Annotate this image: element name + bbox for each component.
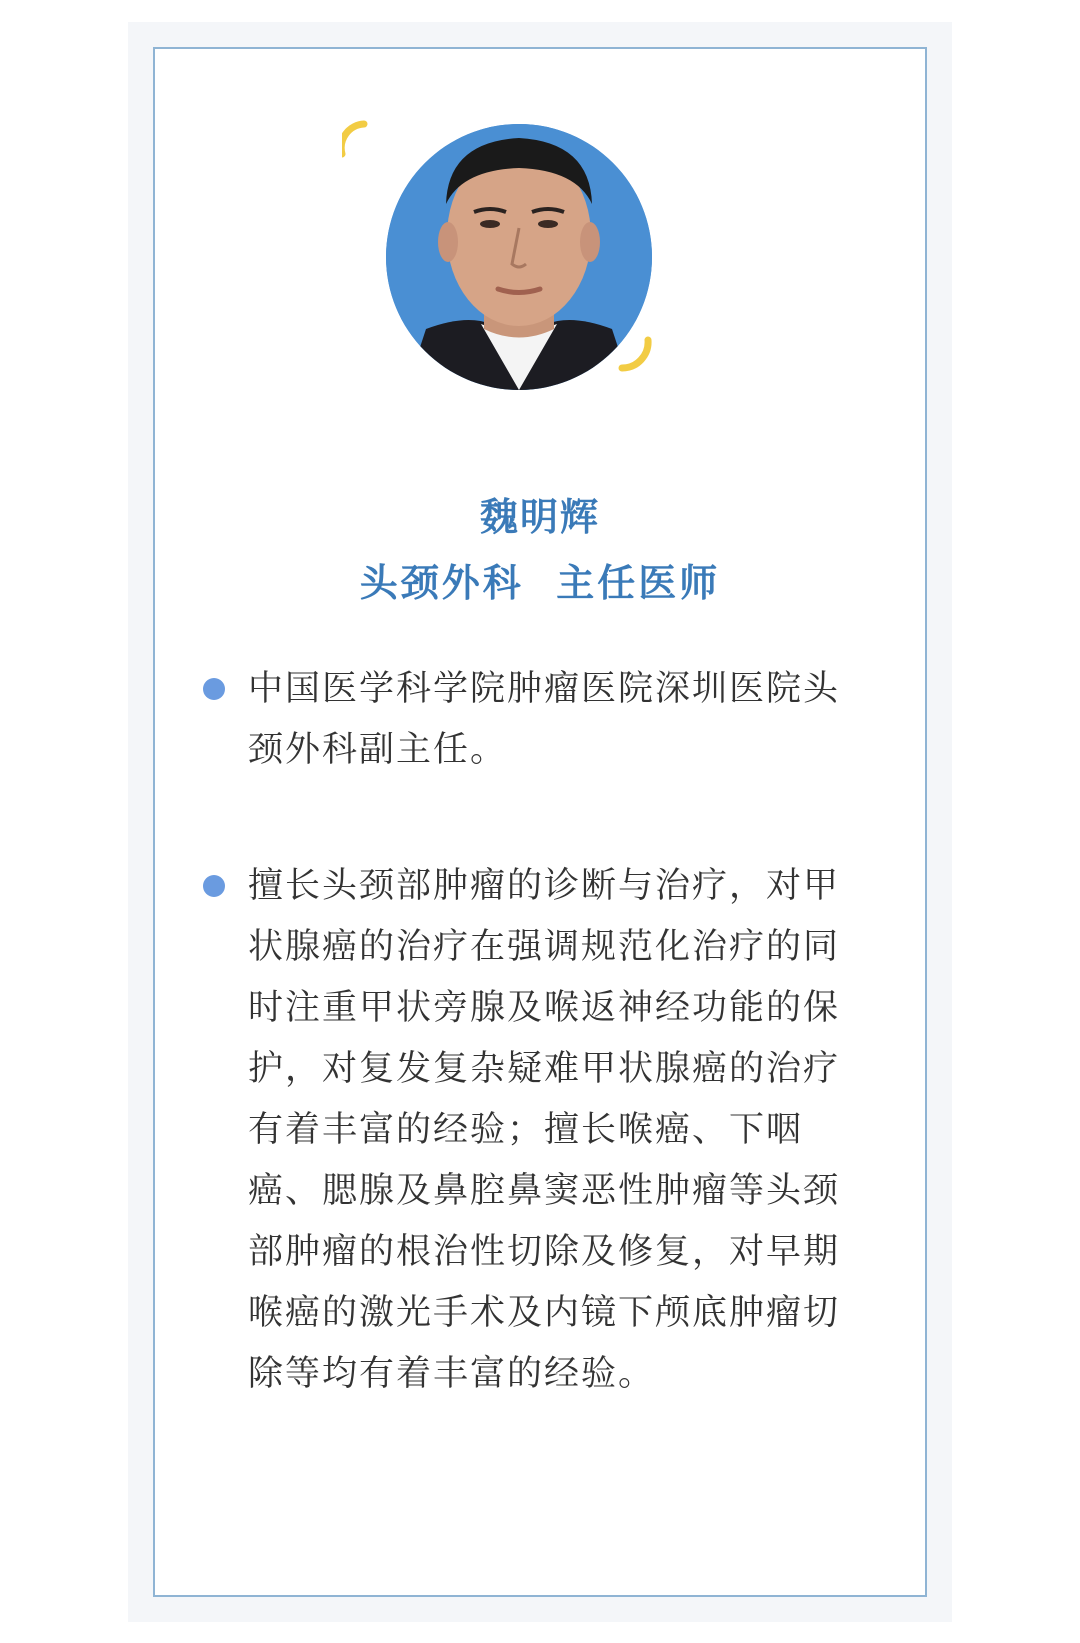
- bullet-dot: [203, 678, 225, 700]
- portrait-image: [386, 124, 652, 390]
- avatar: [386, 124, 652, 390]
- photo-area: [342, 118, 682, 408]
- bullet-dot: [203, 875, 225, 897]
- bullet-text-expertise: 擅长头颈部肿瘤的诊断与治疗，对甲状腺癌的治疗在强调规范化治疗的同时注重甲状旁腺及喉返神经功能的保护，对复发复杂疑难甲状腺癌的治疗有着丰富的经验；擅长喉癌、下咽癌、腮腺及鼻腔鼻窦恶性肿瘤等头颈部肿瘤的根治性切除及修复，对早期喉癌的激光手术及内镜下颅底肿瘤切除等均有着丰富的经验。: [248, 866, 841, 1394]
- doctor-name: 魏明辉: [479, 495, 600, 539]
- doctor-title: 头颈外科 主任医师: [359, 561, 721, 605]
- bullet-text-position: 中国医学科学院肿瘤医院深圳医院头颈外科副主任。: [248, 669, 841, 770]
